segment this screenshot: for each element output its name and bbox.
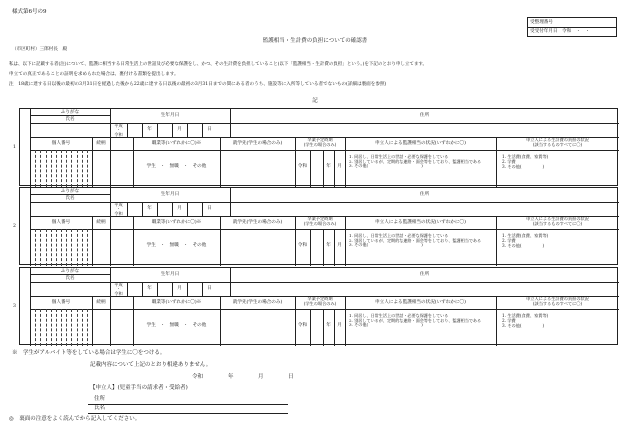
address-input[interactable]	[230, 202, 619, 216]
received-date-label: 受受付年月日 令和 ・ ・	[530, 29, 590, 34]
status-options[interactable]: 1. 同居し、日常生活上の世話・必要な保護をしている 2. 別居しているが、定期的な連絡・面会等をしており、監護相当である 3. その他( )	[349, 154, 482, 169]
name-label: 氏名	[65, 116, 75, 122]
occupation-options[interactable]: 学生 ・ 無職 ・ その他	[146, 323, 207, 328]
grad-month-label: 月	[337, 243, 342, 248]
birthdate-label: 生年月日	[160, 192, 180, 197]
name-input[interactable]	[30, 123, 110, 137]
burden-header: 申立人による生計費の負担の状況 (該当するものすべてに〇)	[526, 296, 589, 306]
address-input[interactable]	[230, 282, 619, 296]
burden-options[interactable]: 1. 生活費(食費、家賃等) 2. 学費 3. その他( )	[502, 313, 549, 328]
grad-year-label: 年	[326, 164, 331, 169]
date-year: 年	[228, 374, 234, 380]
name-label: 氏名	[65, 275, 75, 281]
individual-no-label: 個人番号	[51, 141, 71, 146]
reiwa-label: 令和	[297, 164, 308, 169]
address-label: 住所	[419, 272, 430, 277]
reiwa-label: 令和	[297, 323, 308, 328]
status-header: 申立人による監護相当の状況(いずれかに〇)	[375, 220, 466, 225]
furigana-label: ふりがな	[60, 268, 80, 274]
name-line	[88, 413, 288, 414]
school-header: 就学先(学生の場合のみ)	[232, 141, 283, 146]
birthdate-label: 生年月日	[160, 272, 180, 277]
name-label: 氏名	[65, 195, 75, 201]
address-label: 住所	[419, 113, 430, 118]
intro-line-1: 私は、以下に記載する者(注)について、監護に相当する日常生活上の世話及び必要な保護をし、かつ、その生計費を負担していること(以下「監護相当・生計費の負担」という。)を下記のとおり申し立てます。	[9, 62, 428, 67]
occupation-options[interactable]: 学生 ・ 無職 ・ その他	[146, 243, 207, 248]
school-header: 就学先(学生の場合のみ)	[232, 220, 283, 225]
grad-year-label: 年	[326, 323, 331, 328]
month-label: 月	[177, 286, 182, 291]
date-era: 令和	[192, 374, 204, 380]
section-number: 3	[13, 304, 16, 309]
occupation-header: 職業等(いずれかに〇)※	[151, 300, 202, 305]
address-input[interactable]	[230, 123, 619, 137]
day-label: 日	[207, 127, 212, 132]
status-options[interactable]: 1. 同居し、日常生活上の世話・必要な保護をしている 2. 別居しているが、定期的な連絡・面会等をしており、監護相当である 3. その他( )	[349, 313, 482, 328]
address-line	[88, 404, 288, 405]
page-title: 監護相当・生計費の負担についての確認書	[262, 38, 368, 44]
name-input[interactable]	[30, 202, 110, 216]
month-label: 月	[177, 206, 182, 211]
birthdate-label: 生年月日	[160, 113, 180, 118]
occupation-options[interactable]: 学生 ・ 無職 ・ その他	[146, 164, 207, 169]
footnote: ※ 学生がアルバイト等をしている場合は学生に〇をつける。	[12, 350, 166, 356]
grad-year-label: 年	[326, 243, 331, 248]
era-label: 平成 ・ 令和	[114, 201, 123, 217]
grad-month-label: 月	[337, 323, 342, 328]
applicant-section	[13, 267, 618, 345]
ki-label: 記	[312, 98, 318, 104]
applicant-label: 【申立人】(児童手当の請求者・受給者)	[90, 385, 188, 391]
month-label: 月	[177, 127, 182, 132]
burden-options[interactable]: 1. 生活費(食費、家賃等) 2. 学費 3. その他( )	[502, 233, 549, 248]
grad-header: 卒業予定時期 (学生の場合のみ)	[303, 216, 337, 226]
grad-month-label: 月	[337, 164, 342, 169]
note-line: 注 18歳に達する日以後の最初の3月31日を経過した後から22歳に達する日以後の最初の3月31日までの間にある者のうち、施設等に入所等している者でないもの(詳細は裏面を参照)	[9, 82, 387, 87]
year-label: 年	[147, 286, 152, 291]
section-number: 1	[13, 145, 16, 150]
grad-header: 卒業予定時期 (学生の場合のみ)	[303, 296, 337, 306]
status-header: 申立人による監護相当の状況(いずれかに〇)	[375, 300, 466, 305]
day-label: 日	[207, 206, 212, 211]
individual-no-label: 個人番号	[51, 220, 71, 225]
relationship-label: 続柄	[96, 141, 106, 146]
era-label: 平成 ・ 令和	[114, 281, 123, 297]
address-label: 住所	[419, 192, 430, 197]
applicant-section	[13, 108, 618, 186]
addressee: （市区町村）三郎村長 殿	[12, 47, 68, 52]
relationship-label: 続柄	[96, 220, 106, 225]
name-label: 氏名	[94, 405, 106, 411]
management-no-label: 受整理番号	[530, 20, 553, 25]
name-input[interactable]	[30, 282, 110, 296]
year-label: 年	[147, 206, 152, 211]
intro-line-2: 申立ての真正であることの証明を求められた場合は、裏付ける書類を提出します。	[9, 72, 179, 77]
burden-header: 申立人による生計費の負担の状況 (該当するものすべてに〇)	[526, 137, 589, 147]
occupation-header: 職業等(いずれかに〇)※	[151, 141, 202, 146]
furigana-label: ふりがな	[60, 188, 80, 194]
declaration: 記載内容について上記のとおり相違ありません。	[90, 362, 212, 368]
relationship-label: 続柄	[96, 300, 106, 305]
furigana-label: ふりがな	[60, 109, 80, 115]
era-label: 平成 ・ 令和	[114, 122, 123, 138]
section-number: 2	[13, 224, 16, 229]
date-day: 日	[288, 374, 294, 380]
back-note: ◎ 裏面の注意をよく読んでから記入してください。	[9, 416, 141, 422]
form-number: 様式第6号の9	[12, 9, 47, 15]
office-use-box	[527, 17, 617, 37]
applicant-section	[13, 187, 618, 265]
status-options[interactable]: 1. 同居し、日常生活上の世話・必要な保護をしている 2. 別居しているが、定期的な連絡・面会等をしており、監護相当である 3. その他( )	[349, 233, 482, 248]
day-label: 日	[207, 286, 212, 291]
status-header: 申立人による監護相当の状況(いずれかに〇)	[375, 141, 466, 146]
occupation-header: 職業等(いずれかに〇)※	[151, 220, 202, 225]
reiwa-label: 令和	[297, 243, 308, 248]
individual-no-label: 個人番号	[51, 300, 71, 305]
school-header: 就学先(学生の場合のみ)	[232, 300, 283, 305]
year-label: 年	[147, 127, 152, 132]
burden-options[interactable]: 1. 生活費(食費、家賃等) 2. 学費 3. その他( )	[502, 154, 549, 169]
address-label: 住所	[94, 396, 106, 402]
date-month: 月	[258, 374, 264, 380]
burden-header: 申立人による生計費の負担の状況 (該当するものすべてに〇)	[526, 216, 589, 226]
grad-header: 卒業予定時期 (学生の場合のみ)	[303, 137, 337, 147]
